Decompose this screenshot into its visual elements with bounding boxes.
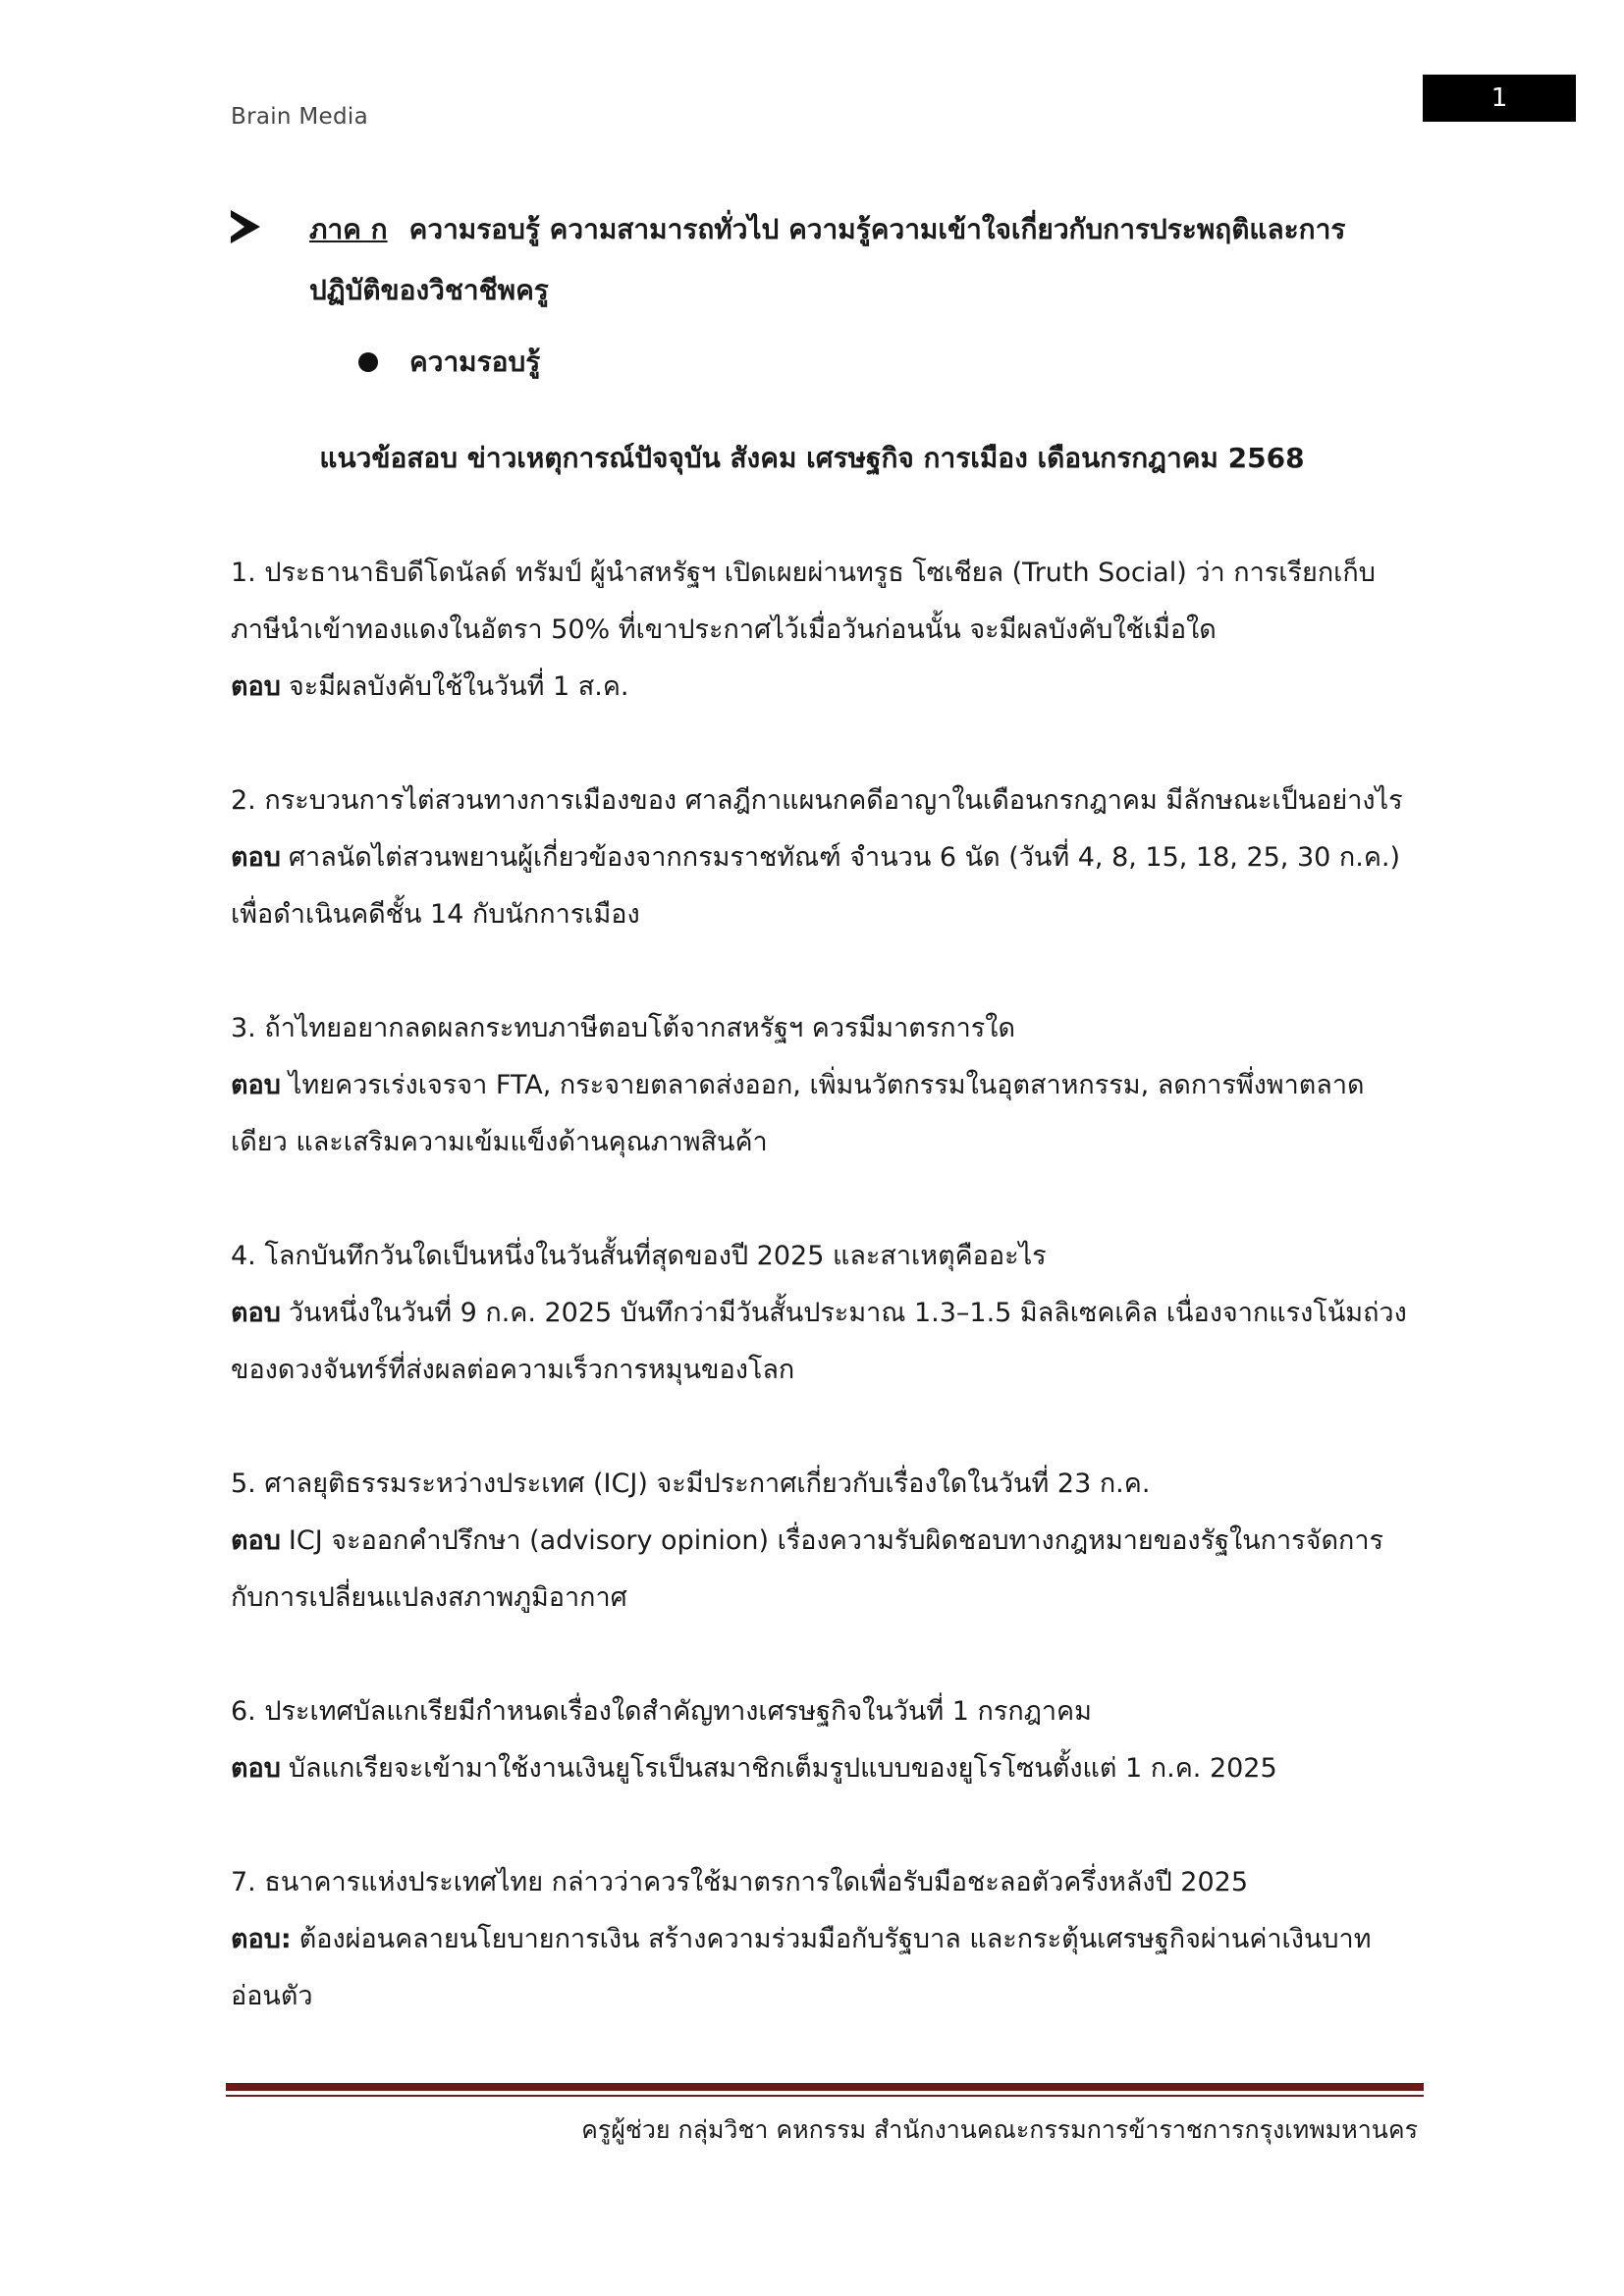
- answer-text: ศาลนัดไต่สวนพยานผู้เกี่ยวข้องจากกรมราชทัณฑ์ จำนวน 6 นัด (วันที่ 4, 8, 15, 18, 25, 30 ก.ค.): [288, 842, 1401, 873]
- bullet-item: [358, 341, 540, 384]
- answer-line: [231, 1740, 1429, 1797]
- answer-text: จะมีผลบังคับใช้ในวันที่ 1 ส.ค.: [288, 671, 629, 702]
- brand-name: Brain Media: [231, 104, 368, 130]
- section-label: ภาค ก: [309, 213, 388, 245]
- question-text: 4. โลกบันทึกวันใดเป็นหนึ่งในวันสั้นที่สุดของปี 2025 และสาเหตุคืออะไร: [231, 1241, 1047, 1271]
- question-item: [231, 1683, 1429, 1797]
- answer-label: ตอบ: [231, 1753, 281, 1784]
- question-text: 5. ศาลยุติธรรมระหว่างประเทศ (ICJ) จะมีประกาศเกี่ยวกับเรื่องใดในวันที่ 23 ก.ค.: [231, 1468, 1151, 1499]
- question-text-cont: ภาษีนำเข้าทองแดงในอัตรา 50% ที่เขาประกาศไว้เมื่อวันก่อนนั้น จะมีผลบังคับใช้เมื่อใด: [231, 614, 1217, 645]
- footer-text: ครูผู้ช่วย กลุ่มวิชา คหกรรม สำนักงานคณะกรรมการข้าราชการกรุงเทพมหานคร: [581, 2115, 1418, 2144]
- question-text: 3. ถ้าไทยอยากลดผลกระทบภาษีตอบโต้จากสหรัฐฯ ควรมีมาตรการใด: [231, 1013, 1016, 1043]
- answer-label: ตอบ: [231, 1298, 281, 1328]
- question-item: [231, 1000, 1429, 1171]
- answer-text-cont: เพื่อดำเนินคดีชั้น 14 กับนักการเมือง: [231, 899, 640, 930]
- bullet-text: ความรอบรู้: [409, 346, 541, 378]
- answer-text: บัลแกเรียจะเข้ามาใช้งานเงินยูโรเป็นสมาชิกเต็มรูปแบบของยูโรโซนตั้งแต่ 1 ก.ค. 2025: [288, 1753, 1277, 1784]
- footer-divider-thin: [226, 2095, 1424, 2097]
- answer-line: [231, 659, 1429, 716]
- section-title-line-2: ปฏิบัติของวิชาชีพครู: [309, 274, 549, 306]
- answer-label: ตอบ: [231, 1070, 281, 1100]
- question-item: [231, 1456, 1429, 1627]
- answer-label: ตอบ: [231, 1525, 281, 1556]
- page-number: 1: [1490, 83, 1508, 113]
- question-item: [231, 1854, 1429, 2025]
- question-text: 6. ประเทศบัลแกเรียมีกำหนดเรื่องใดสำคัญทางเศรษฐกิจในวันที่ 1 กรกฎาคม: [231, 1696, 1092, 1727]
- question-item: [231, 773, 1429, 943]
- answer-text: วันหนึ่งในวันที่ 9 ก.ค. 2025 บันทึกว่ามีวันสั้นประมาณ 1.3–1.5 มิลลิเซคเคิล เนื่องจากแรงโน้มถ่วง: [288, 1298, 1407, 1328]
- answer-line: [231, 829, 1429, 886]
- document-title: แนวข้อสอบ ข่าวเหตุการณ์ปัจจุบัน สังคม เศรษฐกิจ การเมือง เดือนกรกฎาคม 2568: [319, 442, 1305, 474]
- answer-line: [231, 1285, 1429, 1342]
- answer-text-cont: ของดวงจันทร์ที่ส่งผลต่อความเร็วการหมุนของโลก: [231, 1355, 795, 1385]
- answer-label: ตอบ: [231, 842, 281, 873]
- footer-divider-thick: [226, 2083, 1424, 2091]
- bullet-dot-icon: [358, 352, 378, 372]
- question-text: 1. ประธานาธิบดีโดนัลด์ ทรัมป์ ผู้นำสหรัฐฯ เปิดเผยผ่านทรูธ โซเชียล (Truth Social) ว่า การเรียกเก็บ: [231, 558, 1376, 588]
- answer-text-cont: กับการเปลี่ยนแปลงสภาพภูมิอากาศ: [231, 1582, 627, 1613]
- answer-text: ICJ จะออกคำปรึกษา (advisory opinion) เรื่องความรับผิดชอบทางกฎหมายของรัฐในการจัดการ: [288, 1525, 1384, 1556]
- question-text: 7. ธนาคารแห่งประเทศไทย กล่าวว่าควรใช้มาตรการใดเพื่อรับมือชะลอตัวครึ่งหลังปี 2025: [231, 1867, 1249, 1897]
- arrow-bullet-icon: [231, 210, 260, 243]
- page-number-badge: [1423, 75, 1576, 122]
- question-item: [231, 1228, 1429, 1399]
- answer-label: ตอบ: [231, 671, 281, 702]
- answer-line: [231, 1911, 1429, 1968]
- answer-label: ตอบ:: [231, 1924, 292, 1954]
- answer-text-cont: อ่อนตัว: [231, 1981, 313, 2011]
- section-title-text: ความรอบรู้ ความสามารถทั่วไป ความรู้ความเข้าใจเกี่ยวกับการประพฤติและการ: [408, 213, 1346, 245]
- answer-line: [231, 1057, 1429, 1114]
- answer-line: [231, 1513, 1429, 1570]
- section-title-line-1: [309, 208, 1345, 251]
- answer-text: ต้องผ่อนคลายนโยบายการเงิน สร้างความร่วมมือกับรัฐบาล และกระตุ้นเศรษฐกิจผ่านค่าเงินบาท: [298, 1924, 1372, 1954]
- question-text: 2. กระบวนการไต่สวนทางการเมืองของ ศาลฎีกาแผนกคดีอาญาในเดือนกรกฎาคม มีลักษณะเป็นอย่างไร: [231, 785, 1403, 816]
- answer-text-cont: เดียว และเสริมความเข้มแข็งด้านคุณภาพสินค้า: [231, 1127, 768, 1157]
- answer-text: ไทยควรเร่งเจรจา FTA, กระจายตลาดส่งออก, เพิ่มนวัตกรรมในอุตสาหกรรม, ลดการพึ่งพาตลาด: [288, 1070, 1365, 1100]
- question-item: [231, 545, 1429, 716]
